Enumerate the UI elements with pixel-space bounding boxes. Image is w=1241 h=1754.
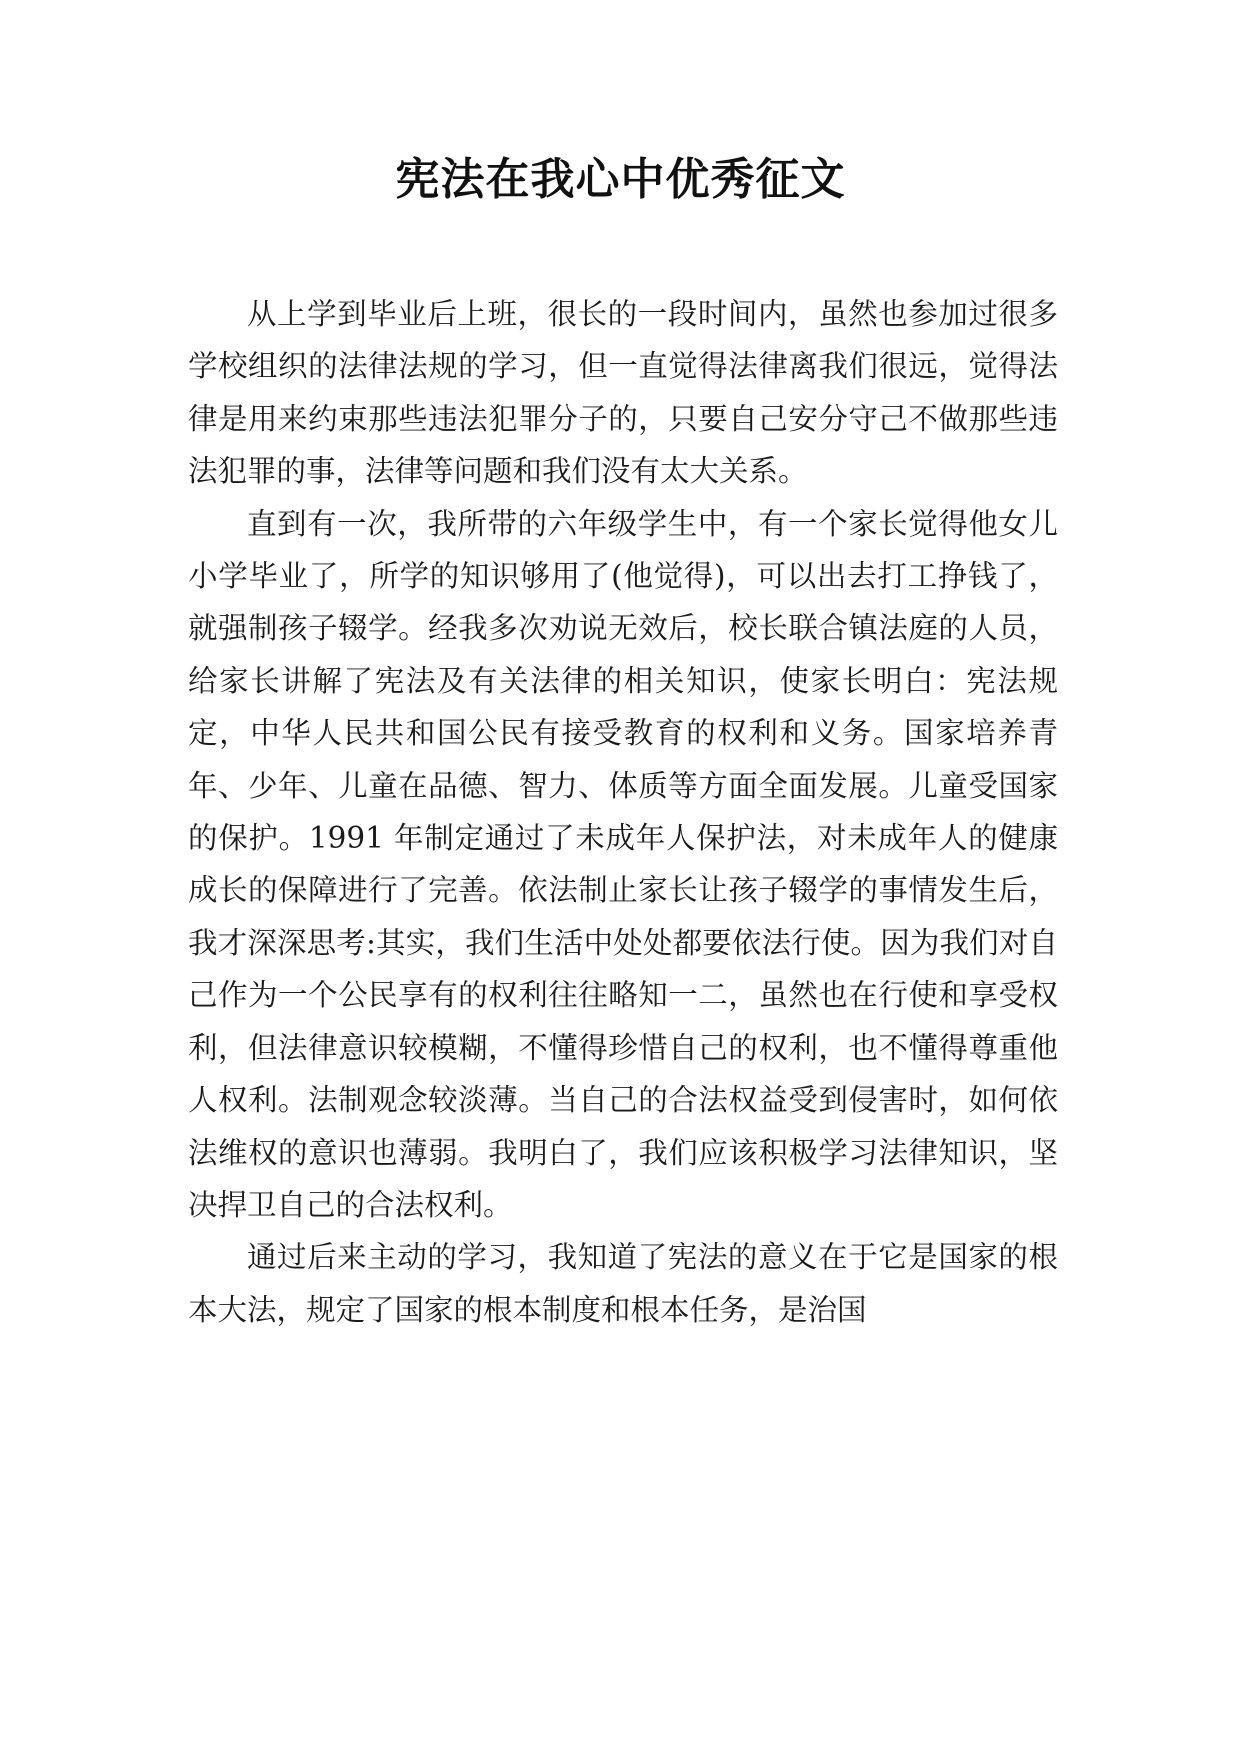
paragraph-1: 从上学到毕业后上班，很长的一段时间内，虽然也参加过很多学校组织的法律法规的学习，但一直觉得法律离我们很远，觉得法律是用来约束那些违法犯罪分子的，只要自己安分守己不做那些违法犯罪的事，法律等问题和我们没有太大关系。 bbox=[188, 297, 1058, 489]
document-body bbox=[188, 288, 1058, 1336]
paragraph-2: 直到有一次，我所带的六年级学生中，有一个家长觉得他女儿小学毕业了，所学的知识够用了(他觉得)，可以出去打工挣钱了，就强制孩子辍学。经我多次劝说无效后，校长联合镇法庭的人员，给家长讲解了宪法及有关法律的相关知识，使家长明白：宪法规定，中华人民共和国公民有接受教育的权利和义务。国家培养青年、少年、儿童在品德、智力、体质等方面全面发展。儿童受国家的保护。1991 年制定通过了未成年人保护法，对未成年人的健康成长的保障进行了完善。依法制止家长让孩子辍学的事情发生后，我才深深思考:其实，我们生活中处处都要依法行使。因为我们对自己作为一个公民享有的权利往往略知一二，虽然也在行使和享受权利，但法律意识较模糊，不懂得珍惜自己的权利，也不懂得尊重他人权利。法制观念较淡薄。当自己的合法权益受到侵害时，如何依法维权的意识也薄弱。我明白了，我们应该积极学习法律知识，坚决捍卫自己的合法权利。 bbox=[188, 506, 1058, 1222]
paragraph-3: 通过后来主动的学习，我知道了宪法的意义在于它是国家的根本大法，规定了国家的根本制度和根本任务，是治国 bbox=[188, 1240, 1058, 1327]
document-title: 宪法在我心中优秀征文 bbox=[395, 154, 846, 205]
